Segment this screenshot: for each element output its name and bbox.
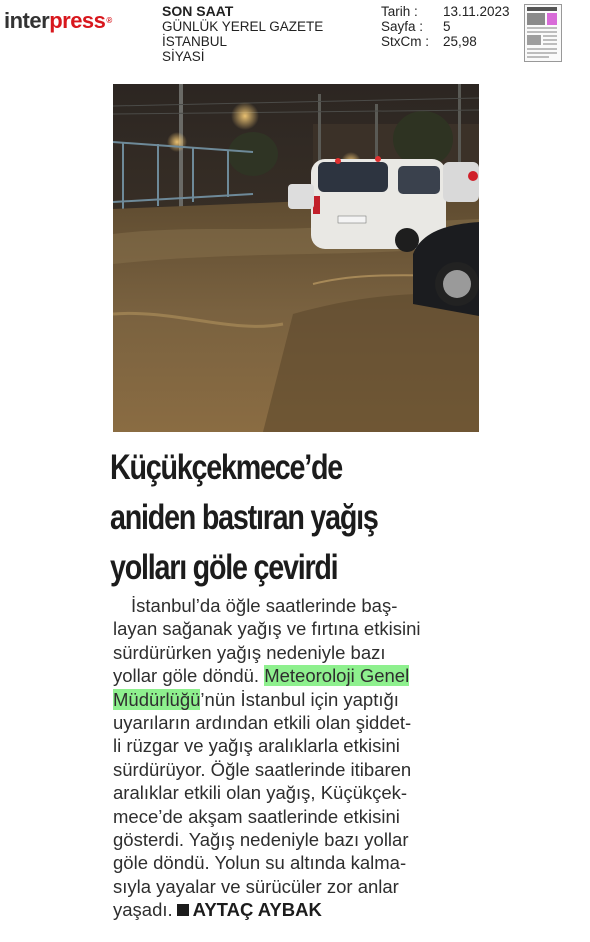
body-line: [113, 898, 473, 921]
date-label: Tarih :: [381, 4, 418, 19]
body-line: li rüzgar ve yağış aralıklarla etkisini: [113, 735, 400, 757]
body-line: [113, 664, 473, 687]
body-line: gösterdi. Yağış nedeniyle bazı yollar: [113, 829, 409, 851]
body-line: İstanbul’da öğle saatlerinde baş-: [131, 595, 398, 616]
highlighted-term: Müdürlüğü: [113, 688, 201, 710]
stxcm-label: StxCm :: [381, 34, 430, 49]
article-headline: [110, 443, 422, 593]
interpress-logo: [4, 8, 112, 34]
publication-section: SİYASİ: [162, 49, 205, 64]
publication-name: SON SAAT: [162, 3, 234, 19]
date-value: 13.11.2023: [443, 4, 510, 19]
logo-text-inter: inter: [4, 8, 50, 33]
headline-line-2: aniden bastıran yağış: [110, 498, 378, 537]
article-body: [113, 594, 473, 922]
body-line: uyarıların ardından etkili olan şiddet-: [113, 712, 412, 734]
logo-registered-mark: ®: [106, 16, 112, 25]
body-text: ’nün İstanbul için yaptığı: [200, 688, 399, 710]
publication-city: İSTANBUL: [162, 34, 228, 49]
stxcm-value: 25,98: [443, 34, 477, 49]
headline-line-3: yolları göle çevirdi: [110, 548, 338, 587]
page-value: 5: [443, 19, 451, 34]
publication-type: GÜNLÜK YEREL GAZETE: [162, 19, 324, 34]
body-line: sıyla yayalar ve sürücüler zor anlar: [113, 875, 399, 897]
logo-text-press: press: [49, 8, 106, 33]
body-line: layan sağanak yağış ve fırtına etkisini: [113, 618, 421, 640]
body-line: [113, 688, 473, 711]
body-text: yollar göle döndü.: [113, 665, 265, 687]
black-square-icon: [177, 904, 189, 916]
headline-line-1: Küçükçekmece’de: [110, 448, 343, 487]
page-thumbnail-icon[interactable]: [524, 4, 562, 62]
highlighted-term: Meteoroloji Genel: [264, 665, 410, 687]
flooded-street-photo: [113, 84, 479, 432]
body-line: sürdürüyor. Öğle saatlerinde itibaren: [113, 758, 412, 780]
body-line: göle döndü. Yolun su altında kalma-: [113, 852, 407, 874]
body-line: sürdürürken yağış nedeniyle bazı: [113, 641, 386, 663]
publication-info: [162, 4, 323, 64]
author-byline: AYTAÇ AYBAK: [192, 899, 322, 921]
clipping-meta: [381, 4, 510, 49]
body-line: aralıklar etkili olan yağış, Küçükçek-: [113, 782, 408, 804]
page-label: Sayfa :: [381, 19, 424, 34]
body-line: mece’de akşam saatlerinde etkisini: [113, 805, 400, 827]
body-text: yaşadı.: [113, 899, 173, 921]
